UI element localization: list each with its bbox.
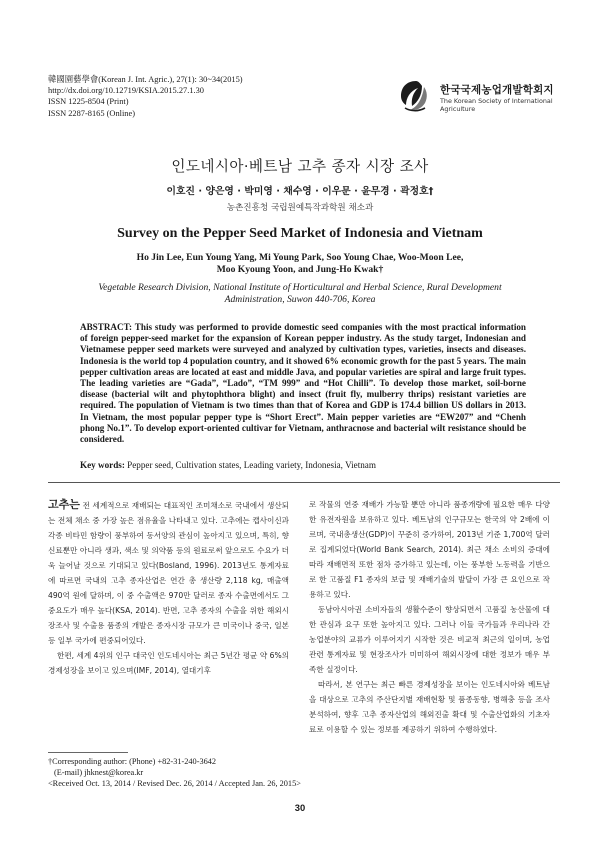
keywords-label: Key words: bbox=[80, 460, 125, 470]
footnote-divider bbox=[48, 752, 128, 753]
authors-english-line2: Moo Kyoung Yoon, and Jung-Ho Kwak† bbox=[216, 264, 384, 275]
affiliation-english-line2: Administration, Suwon 440-706, Korea bbox=[224, 294, 376, 306]
authors-korean: 이호진 · 양은영 · 박미영 · 채수영 · 이우문 · 윤무경 · 곽정호† bbox=[166, 186, 434, 197]
body-paragraph bbox=[48, 497, 289, 648]
body-paragraph: 따라서, 본 연구는 최근 빠른 경제성장을 보이는 인도네시아와 베트남을 대상으로 고추의 주산단지별 재배현황 및 품종동향, 병해충 등을 조사 분석하여, 향후 고추 종자산업의 해외진출 확대 및 수출산업화의 기초자료로 이용할 수 있는 정보를 제공하기 위하여 수행하였다. bbox=[309, 680, 550, 734]
title-korean: 인도네시아·베트남 고추 종자 시장 조사 bbox=[171, 158, 429, 175]
body-paragraph: 한편, 세계 4위의 인구 대국인 인도네시아는 최근 5년간 평균 약 6%의 경제성장을 보이고 있으며(IMF, 2014), 열대기후 bbox=[48, 651, 289, 675]
society-name-en: The Korean Society of International Agriculture bbox=[440, 97, 553, 113]
doi-link[interactable]: http://dx.doi.org/10.12719/KSIA.2015.27.1.30 bbox=[48, 86, 204, 96]
section-divider bbox=[48, 482, 560, 483]
affiliation-english bbox=[0, 282, 600, 306]
title-english: Survey on the Pepper Seed Market of Indonesia and Vietnam bbox=[117, 226, 483, 241]
page-number: 30 bbox=[294, 802, 306, 813]
body-column-left bbox=[48, 497, 289, 678]
affiliation-english-line1: Vegetable Research Division, National Institute of Horticultural and Herbal Science, Rural Development bbox=[98, 282, 502, 293]
keywords-list: Pepper seed, Cultivation states, Leading variety, Indonesia, Vietnam bbox=[127, 460, 376, 470]
affiliation-korean: 농촌진흥청 국립원예특작과학원 채소과 bbox=[226, 203, 374, 213]
society-logo-icon bbox=[398, 78, 434, 114]
body-column-right bbox=[309, 497, 550, 737]
authors-english bbox=[0, 252, 600, 276]
footnote-email: (E-mail) jhknest@korea.kr bbox=[54, 768, 144, 777]
lead-word: 고추는 bbox=[48, 498, 80, 511]
footnote-corresponding: †Corresponding author: (Phone) +82-31-240-3642 bbox=[48, 757, 217, 766]
body-paragraph: 동남아시아권 소비자들의 생활수준이 향상되면서 고품질 농산물에 대한 관심과 요구 또한 높아지고 있다. 그러나 이들 국가들과 우리나라 간 농업분야의 교류가 이루어지기 시작한 것은 비교적 최근의 일이며, 농업관련 통계자료 및 현장조사가 미미하여 해외시장에 대한 정보가 매우 부족한 실정이다. bbox=[309, 605, 550, 674]
society-logo bbox=[398, 76, 568, 116]
authors-english-line1: Ho Jin Lee, Eun Young Yang, Mi Young Park, Soo Young Chae, Woo-Moon Lee, bbox=[136, 252, 464, 263]
society-name-kr: 한국국제농업개발학회지 bbox=[440, 84, 554, 96]
journal-citation: 韓國園藝學會(Korean J. Int. Agric.), 27(1): 30~34(2015) bbox=[48, 75, 243, 84]
footnote bbox=[48, 756, 301, 789]
issn-print: ISSN 1225-8504 (Print) bbox=[48, 97, 129, 107]
footnote-received: <Received Oct. 13, 2014 / Revised Dec. 26, 2014 / Accepted Jan. 26, 2015> bbox=[48, 779, 301, 788]
keywords bbox=[80, 460, 526, 471]
body-paragraph: 로 작물의 연중 재배가 가능할 뿐만 아니라 품종개량에 필요한 매우 다양한 유전자원을 보유하고 있다. 베트남의 인구규모는 한국의 약 2배에 이르며, 국내총생산(GDP)이 꾸준히 증가하여, 2013년 기준 1,700억 달러로 집계되었다(World Bank Search, 2014). 최근 채소 소비의 증대에 따라 재배면적 또한 점차 증가하고 있는데, 이는 풍부한 노동력을 기반으로 한 고품질 F1 종자의 보급 및 재배기술의 발달이 가장 큰 요인으로 작용하고 있다. bbox=[309, 500, 550, 599]
issn-online: ISSN 2287-8165 (Online) bbox=[48, 108, 136, 118]
abstract: ABSTRACT: This study was performed to provide domestic seed companies with the most practical information of foreign pepper-seed market for the expansion of Korean pepper industry. As the study target, Indonesian and Vietnamese pepper seed markets were surveyed and analyzed by cultivation types, varieties, insects and diseases. Indonesia is the world top 4 population country, and it showed 6% economic growth for the past 5 years. The main pepper cultivation areas are located at east and middle Java, and popular varieties are spiral and large fruit types. The leading varieties are “Gada”, “Lado”, “TM 999” and “Hot Chilli”. To develop those market, soil-borne disease (bacterial wilt and phytophthora blight) and insect (fruit fly, mulberry thrips) resistant varieties are required. The population of Vietnam is two times than that of Korea and GDP is 174.4 billion US dollars in 2013. In Vietnam, the most popular pepper type is “Short Erect”. Main pepper varieties are “EW207” and “Chenh phong No.1”. To develop export-oriented cultivar for Vietnam, anthracnose and bacterial wilt resistance should be considered. bbox=[80, 322, 526, 445]
journal-header bbox=[48, 74, 243, 119]
body-text: 전 세계적으로 재배되는 대표적인 조미채소로 국내에서 생산되는 전체 채소 중 가장 높은 점유율을 나타내고 있다. 고추에는 캡사이신과 각종 비타민 함량이 풍부하여 동서양의 관심이 높아지고 있으며, 특히, 향신료뿐만 아니라 생과, 색소 및 의약품 등의 원료로써 앞으로도 수요가 더욱 늘어날 것으로 기대되고 있다(Bosland, 1996). 2013년도 통계자료에 따르면 국내의 고추 종자산업은 연간 총 생산량 2,118 kg, 매출액 490억 원에 달하며, 이 중 수출액은 970만 달러로 종자 수출면에서도 그 중요도가 매우 높다(KSA, 2014). 반면, 고추 종자의 수출을 위한 해외시장조사 및 수출용 품종의 개발은 종자시장 규모가 큰 미국이나 중국, 일본 등 일부 국가에 편중되어있다. bbox=[48, 501, 289, 645]
